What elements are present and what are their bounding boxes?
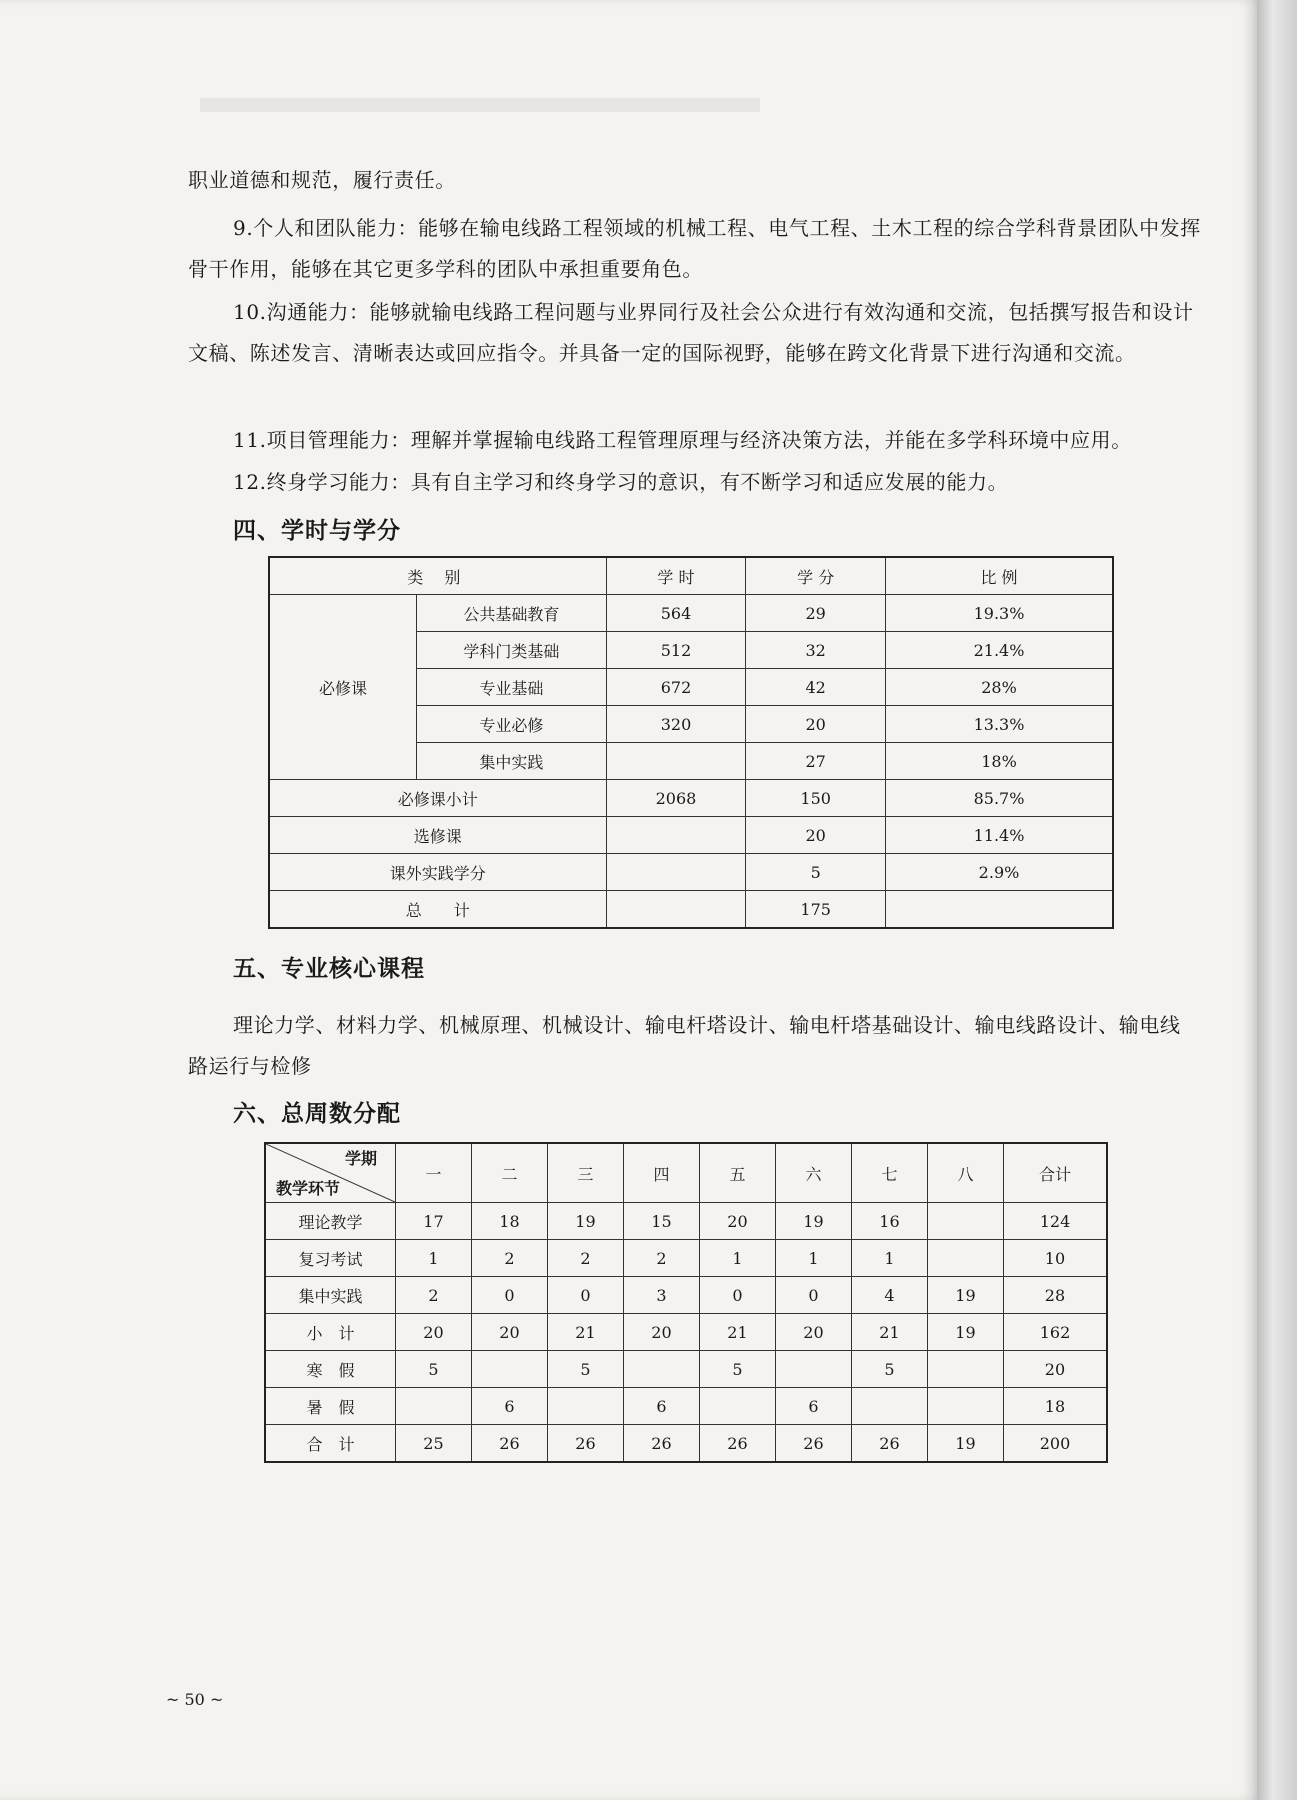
table-row xyxy=(265,1203,1107,1240)
cell-credits: 5 xyxy=(746,854,886,891)
table-cell: 6 xyxy=(471,1388,547,1425)
group-label-required: 必修课 xyxy=(269,595,417,780)
row-label: 专业必修 xyxy=(417,706,607,743)
table-cell: 0 xyxy=(547,1277,623,1314)
table-cell: 2 xyxy=(623,1240,699,1277)
row-label: 公共基础教育 xyxy=(417,595,607,632)
table-cell: 162 xyxy=(1003,1314,1107,1351)
header-ratio: 比 例 xyxy=(886,557,1114,595)
cell-ratio: 18% xyxy=(886,743,1114,780)
table-cell: 6 xyxy=(623,1388,699,1425)
table-cell xyxy=(699,1388,775,1425)
table-cell xyxy=(927,1240,1003,1277)
table-cell: 19 xyxy=(927,1425,1003,1463)
row-label: 复习考试 xyxy=(265,1240,395,1277)
table-cell: 15 xyxy=(623,1203,699,1240)
cell-credits: 175 xyxy=(746,891,886,929)
paragraph-lifelong-learning: 12.终身学习能力：具有自主学习和终身学习的意识，有不断学习和适应发展的能力。 xyxy=(233,470,1009,494)
table-row xyxy=(269,780,1113,817)
column-header: 合计 xyxy=(1003,1143,1107,1203)
cell-hours xyxy=(606,743,746,780)
paragraph-communication: 10.沟通能力：能够就输电线路工程问题与业界同行及社会公众进行有效沟通和交流，包括撰写报告和设计文稿、陈述发言、清晰表达或回应指令。并具备一定的国际视野，能够在跨文化背景下进行沟通和交流。 xyxy=(188,300,1194,365)
table-cell xyxy=(547,1388,623,1425)
table-cell: 21 xyxy=(699,1314,775,1351)
table-cell: 26 xyxy=(547,1425,623,1463)
header-category: 类 别 xyxy=(269,557,606,595)
cell-ratio xyxy=(886,891,1114,929)
hours-credits-table xyxy=(268,556,1114,929)
cell-ratio: 21.4% xyxy=(886,632,1114,669)
table-row xyxy=(265,1388,1107,1425)
table-cell: 21 xyxy=(851,1314,927,1351)
cell-credits: 27 xyxy=(746,743,886,780)
row-label: 暑 假 xyxy=(265,1388,395,1425)
column-header: 一 xyxy=(395,1143,471,1203)
table-cell: 26 xyxy=(623,1425,699,1463)
table-row xyxy=(265,1351,1107,1388)
weeks-distribution-table xyxy=(264,1142,1108,1463)
table-cell: 26 xyxy=(471,1425,547,1463)
table-cell: 124 xyxy=(1003,1203,1107,1240)
cell-credits: 29 xyxy=(746,595,886,632)
column-header: 七 xyxy=(851,1143,927,1203)
table-cell: 5 xyxy=(699,1351,775,1388)
table-cell: 20 xyxy=(395,1314,471,1351)
cell-credits: 42 xyxy=(746,669,886,706)
table-cell: 20 xyxy=(775,1314,851,1351)
column-header: 五 xyxy=(699,1143,775,1203)
table-cell: 26 xyxy=(775,1425,851,1463)
table-cell xyxy=(395,1388,471,1425)
row-label: 总 计 xyxy=(269,891,606,929)
table-row xyxy=(265,1240,1107,1277)
table-cell: 17 xyxy=(395,1203,471,1240)
cell-ratio: 13.3% xyxy=(886,706,1114,743)
table-cell: 6 xyxy=(775,1388,851,1425)
cell-ratio: 85.7% xyxy=(886,780,1114,817)
cell-hours xyxy=(606,891,746,929)
cell-hours xyxy=(606,817,746,854)
row-label: 集中实践 xyxy=(417,743,607,780)
corner-label-teaching-link: 教学环节 xyxy=(276,1179,341,1198)
table-cell: 20 xyxy=(623,1314,699,1351)
section-title-core-courses: 五、专业核心课程 xyxy=(233,956,425,982)
table-cell: 19 xyxy=(927,1277,1003,1314)
column-header: 三 xyxy=(547,1143,623,1203)
table-cell: 26 xyxy=(699,1425,775,1463)
cell-hours: 564 xyxy=(606,595,746,632)
table-cell: 0 xyxy=(471,1277,547,1314)
cell-ratio: 28% xyxy=(886,669,1114,706)
table-cell: 2 xyxy=(471,1240,547,1277)
cell-hours: 2068 xyxy=(606,780,746,817)
core-courses-text: 理论力学、材料力学、机械原理、机械设计、输电杆塔设计、输电杆塔基础设计、输电线路设计、输电线路运行与检修 xyxy=(188,1013,1181,1078)
table-cell: 18 xyxy=(471,1203,547,1240)
corner-label-semester: 学期 xyxy=(344,1149,377,1168)
table-cell: 1 xyxy=(395,1240,471,1277)
row-label: 课外实践学分 xyxy=(269,854,606,891)
corner-header-cell xyxy=(265,1143,395,1203)
column-header: 四 xyxy=(623,1143,699,1203)
section-title-weeks: 六、总周数分配 xyxy=(233,1101,401,1127)
table-cell: 2 xyxy=(395,1277,471,1314)
cell-credits: 20 xyxy=(746,817,886,854)
table-cell: 5 xyxy=(851,1351,927,1388)
table-cell: 1 xyxy=(851,1240,927,1277)
section-title-hours-credits: 四、学时与学分 xyxy=(233,518,401,544)
table-cell: 0 xyxy=(775,1277,851,1314)
table-cell: 26 xyxy=(851,1425,927,1463)
table-cell xyxy=(471,1351,547,1388)
row-label: 合 计 xyxy=(265,1425,395,1463)
table-cell: 19 xyxy=(547,1203,623,1240)
column-header: 二 xyxy=(471,1143,547,1203)
table-cell xyxy=(927,1203,1003,1240)
row-label: 小 计 xyxy=(265,1314,395,1351)
row-label: 学科门类基础 xyxy=(417,632,607,669)
table-cell xyxy=(775,1351,851,1388)
row-label: 寒 假 xyxy=(265,1351,395,1388)
row-label: 选修课 xyxy=(269,817,606,854)
table-cell: 5 xyxy=(395,1351,471,1388)
cell-hours: 512 xyxy=(606,632,746,669)
table-cell: 2 xyxy=(547,1240,623,1277)
table-cell xyxy=(927,1351,1003,1388)
table-cell: 4 xyxy=(851,1277,927,1314)
cell-hours: 320 xyxy=(606,706,746,743)
column-header: 六 xyxy=(775,1143,851,1203)
cell-ratio: 19.3% xyxy=(886,595,1114,632)
table-row xyxy=(265,1277,1107,1314)
table-row xyxy=(265,1314,1107,1351)
table-cell: 20 xyxy=(471,1314,547,1351)
table-cell: 19 xyxy=(927,1314,1003,1351)
table-cell: 200 xyxy=(1003,1425,1107,1463)
header-hours: 学 时 xyxy=(606,557,746,595)
table-cell xyxy=(623,1351,699,1388)
cell-ratio: 11.4% xyxy=(886,817,1114,854)
row-label: 集中实践 xyxy=(265,1277,395,1314)
table-cell: 5 xyxy=(547,1351,623,1388)
cell-credits: 32 xyxy=(746,632,886,669)
paragraph-team-ability: 9.个人和团队能力：能够在输电线路工程领域的机械工程、电气工程、土木工程的综合学科背景团队中发挥骨干作用，能够在其它更多学科的团队中承担重要角色。 xyxy=(188,216,1201,281)
table-cell: 21 xyxy=(547,1314,623,1351)
table-cell: 28 xyxy=(1003,1277,1107,1314)
table-cell: 25 xyxy=(395,1425,471,1463)
table-cell: 1 xyxy=(699,1240,775,1277)
cell-hours xyxy=(606,854,746,891)
table-cell: 16 xyxy=(851,1203,927,1240)
bleed-through-header xyxy=(200,98,760,112)
table-cell: 20 xyxy=(699,1203,775,1240)
table-cell: 19 xyxy=(775,1203,851,1240)
table-cell xyxy=(927,1388,1003,1425)
header-credits: 学 分 xyxy=(746,557,886,595)
table-cell: 18 xyxy=(1003,1388,1107,1425)
table-cell: 1 xyxy=(775,1240,851,1277)
page-number: ~ 50 ~ xyxy=(166,1690,224,1709)
table-cell: 20 xyxy=(1003,1351,1107,1388)
table-header-row xyxy=(265,1143,1107,1203)
paragraph-continuation: 职业道德和规范，履行责任。 xyxy=(188,168,456,192)
cell-credits: 150 xyxy=(746,780,886,817)
book-spine xyxy=(1257,0,1297,1800)
table-cell: 0 xyxy=(699,1277,775,1314)
paragraph-project-management: 11.项目管理能力：理解并掌握输电线路工程管理原理与经济决策方法，并能在多学科环境中应用。 xyxy=(233,428,1132,452)
table-cell xyxy=(851,1388,927,1425)
row-label: 必修课小计 xyxy=(269,780,606,817)
table-cell: 3 xyxy=(623,1277,699,1314)
column-header: 八 xyxy=(927,1143,1003,1203)
table-row xyxy=(269,595,1113,632)
table-cell: 10 xyxy=(1003,1240,1107,1277)
table-row xyxy=(269,817,1113,854)
table-row xyxy=(269,891,1113,929)
cell-ratio: 2.9% xyxy=(886,854,1114,891)
row-label: 理论教学 xyxy=(265,1203,395,1240)
cell-hours: 672 xyxy=(606,669,746,706)
table-header-row xyxy=(269,557,1113,595)
cell-credits: 20 xyxy=(746,706,886,743)
table-row xyxy=(269,854,1113,891)
row-label: 专业基础 xyxy=(417,669,607,706)
table-row xyxy=(265,1425,1107,1463)
